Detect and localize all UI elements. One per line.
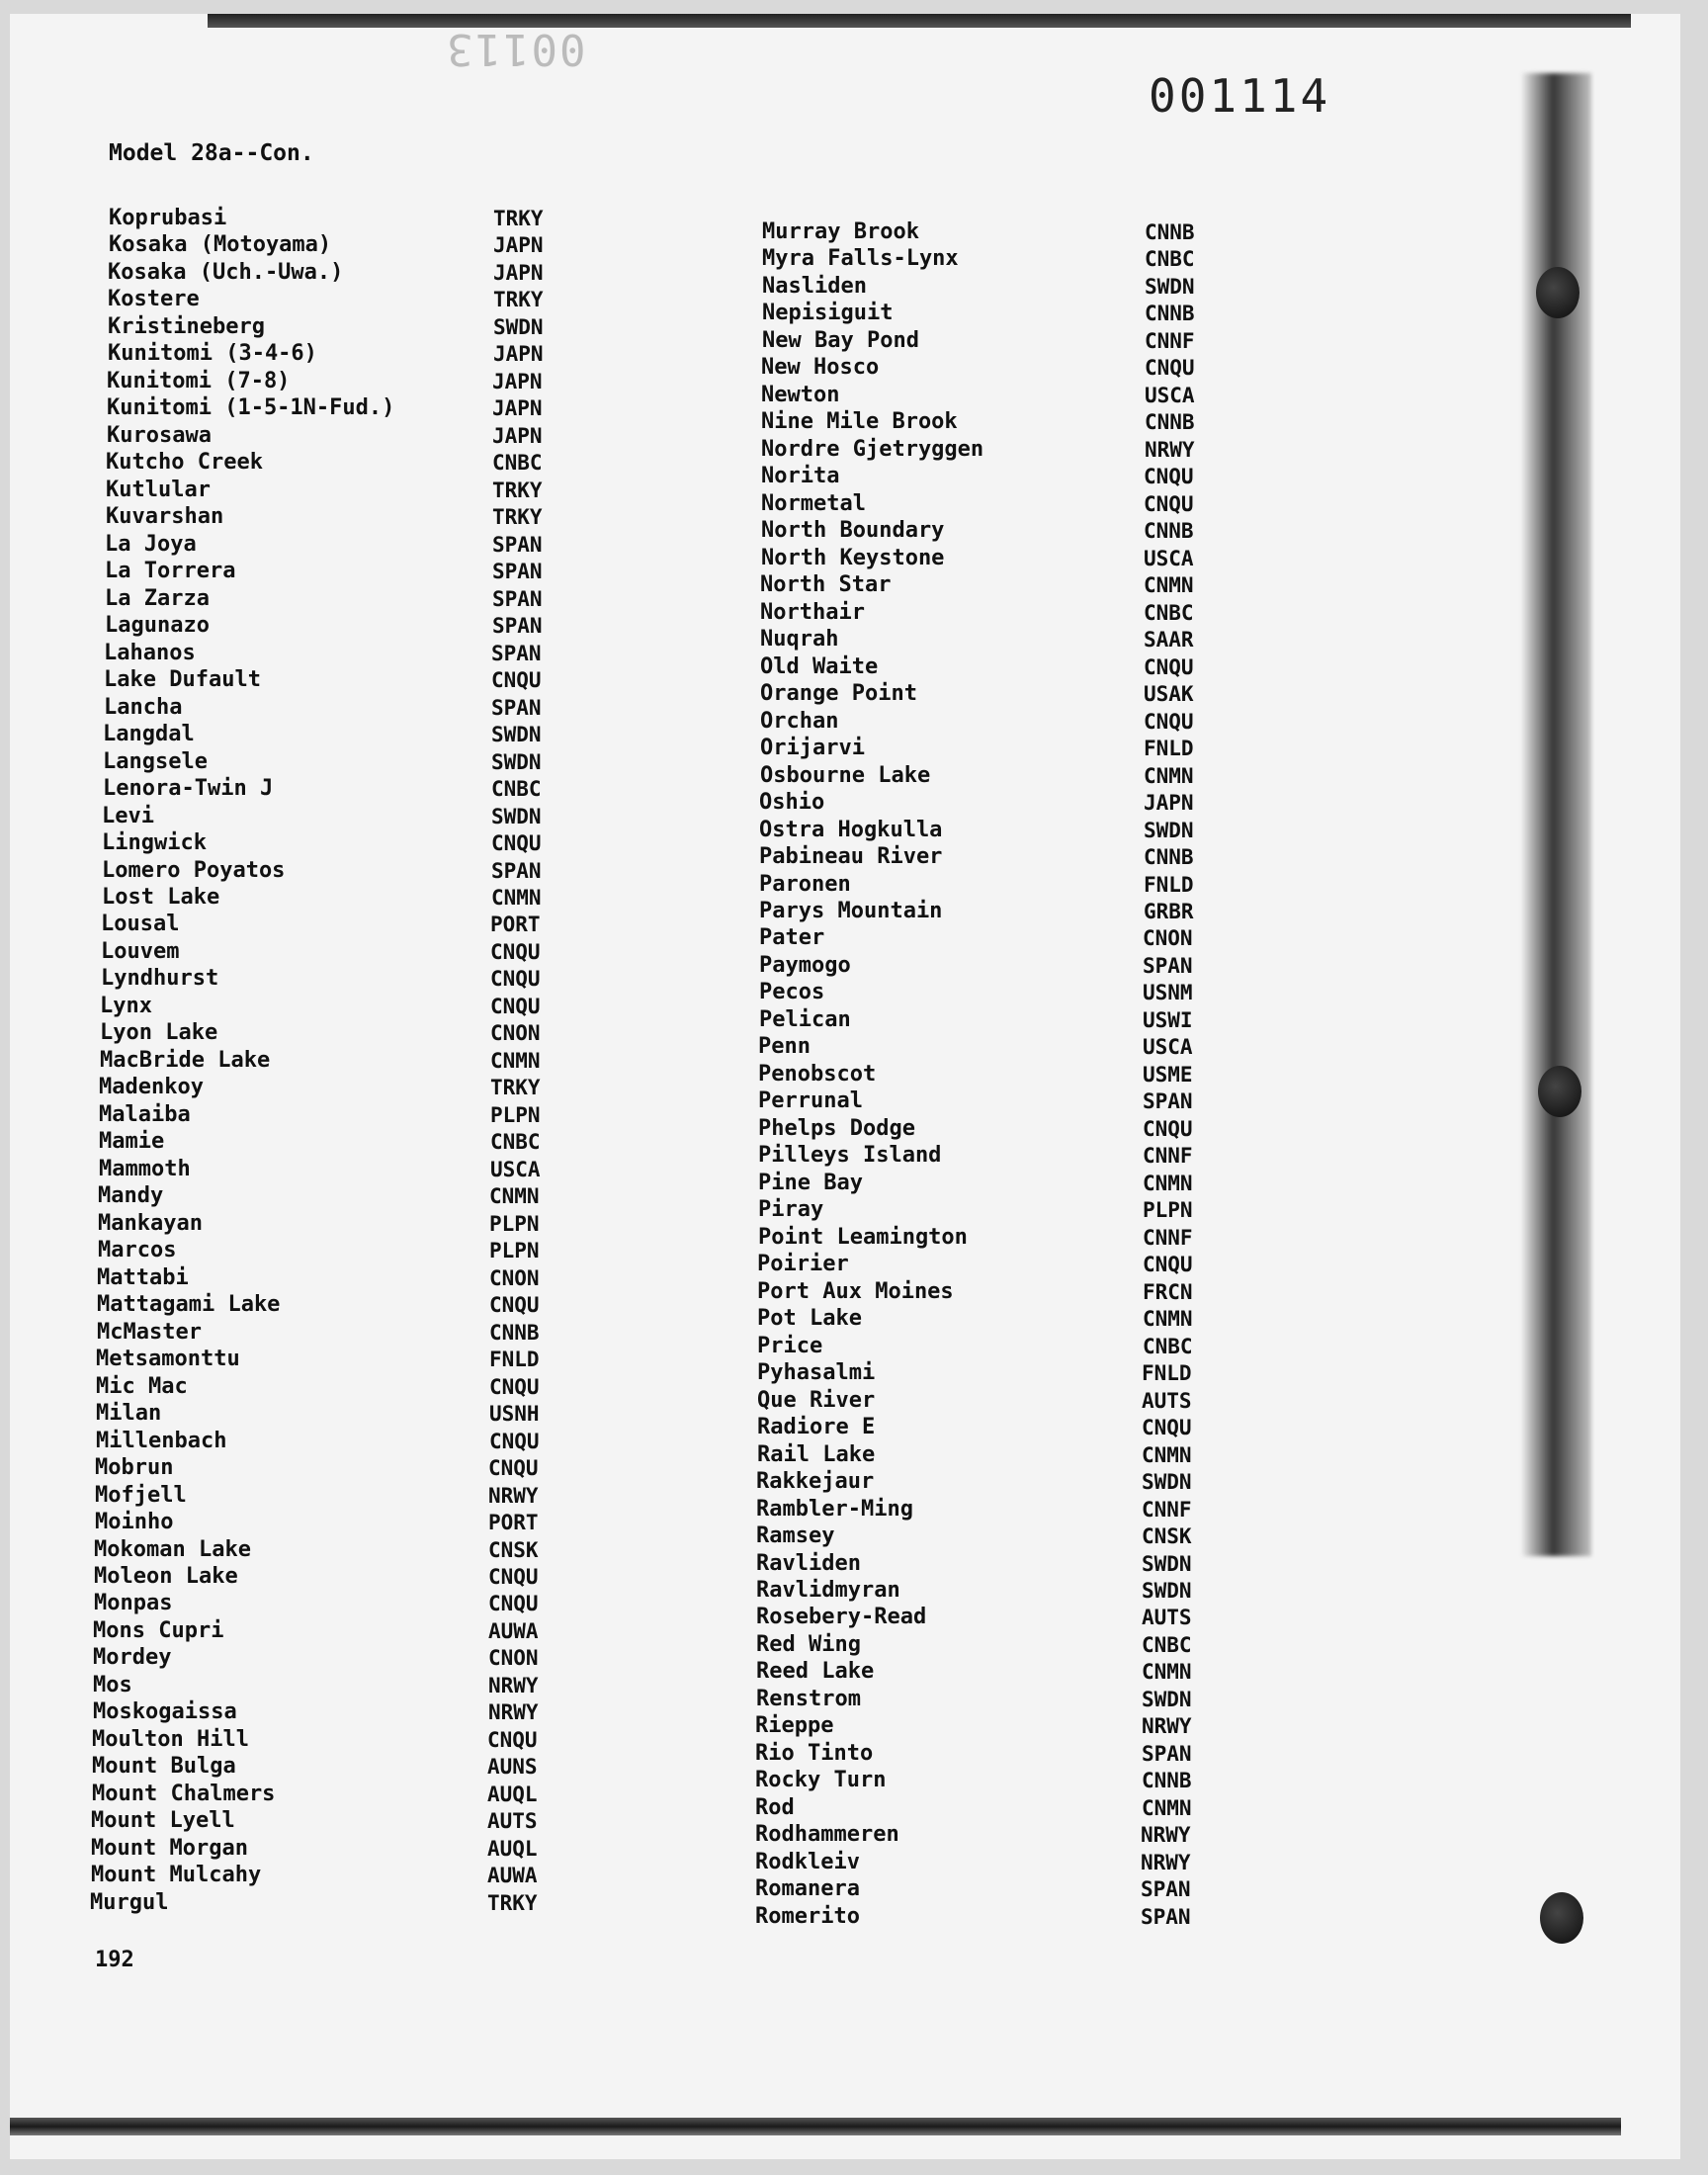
entry-country-code: USCA [490, 1158, 541, 1181]
entry-country-code: CNMN [489, 1184, 540, 1208]
entry-country-code: CNBC [492, 451, 543, 475]
entry-country-code: SWDN [1142, 1688, 1192, 1711]
entry-country-code: CNQU [489, 1375, 540, 1399]
entry-name: Langdal [103, 722, 195, 746]
entry-country-code: JAPN [492, 370, 543, 393]
entry-name: Northair [760, 600, 865, 625]
entry-name: Nasliden [762, 274, 867, 299]
entry-name: Mic Mac [96, 1374, 188, 1399]
entry-country-code: PORT [488, 1511, 539, 1534]
entry-country-code: CNNF [1145, 329, 1195, 353]
entry-country-code: CNBC [1144, 601, 1194, 625]
entry-name: Ramsey [756, 1523, 835, 1548]
entry-name: Ostra Hogkulla [759, 818, 943, 842]
entry-name: Mofjell [95, 1483, 187, 1508]
entry-country-code: CNNF [1142, 1498, 1192, 1522]
entry-name: Ravliden [756, 1551, 861, 1576]
entry-country-code: GRBR [1144, 900, 1194, 923]
entry-country-code: CNNB [489, 1321, 540, 1345]
entry-country-code: CNMN [1144, 764, 1194, 788]
entry-country-code: SPAN [1143, 1089, 1193, 1113]
bleed-through-stamp: 00113 [445, 24, 586, 74]
entry-name: Rosebery-Read [756, 1605, 927, 1629]
entry-country-code: USCA [1143, 1035, 1193, 1059]
entry-country-code: CNQU [489, 1293, 540, 1317]
entry-country-code: CNSK [488, 1538, 539, 1562]
entry-name: Rio Tinto [755, 1741, 874, 1766]
entry-name: Nordre Gjetryggen [761, 437, 984, 462]
entry-name: Nepisiguit [762, 301, 894, 325]
entry-name: Murray Brook [762, 219, 919, 244]
entry-name: Orijarvi [760, 736, 865, 760]
entry-name: Kosaka (Uch.-Uwa.) [108, 260, 344, 285]
entry-name: Romerito [755, 1904, 860, 1929]
entry-name: Ravlidmyran [756, 1578, 900, 1603]
entry-country-code: JAPN [493, 342, 544, 366]
entry-country-code: SWDN [493, 315, 544, 339]
entry-country-code: AUQL [487, 1837, 538, 1861]
entry-country-code: FNLD [1144, 737, 1194, 760]
entry-name: Kunitomi (3-4-6) [108, 341, 317, 366]
entry-country-code: JAPN [493, 261, 544, 285]
entry-country-code: AUTS [487, 1809, 538, 1833]
entry-name: Lynx [100, 994, 152, 1018]
binder-hole-bottom [1540, 1892, 1583, 1944]
entry-name: Pelican [759, 1007, 851, 1032]
entry-country-code: SWDN [491, 750, 542, 774]
entry-country-code: CNBC [491, 777, 542, 801]
entry-name: Pot Lake [757, 1306, 862, 1331]
entry-country-code: CNBC [1142, 1633, 1192, 1657]
entry-country-code: CNON [489, 1266, 540, 1290]
entry-name: Kurosawa [107, 423, 212, 448]
entry-name: Rocky Turn [755, 1768, 887, 1792]
entry-name: Lagunazo [105, 613, 210, 638]
entry-country-code: CNQU [491, 831, 542, 855]
entry-name: Osbourne Lake [760, 763, 931, 788]
entry-country-code: FRCN [1143, 1280, 1193, 1304]
scan-edge-bottom [10, 2118, 1621, 2135]
entry-name: Lenora-Twin J [103, 776, 274, 801]
scan-edge-top [208, 14, 1631, 28]
entry-name: Nine Mile Brook [761, 409, 958, 434]
entry-country-code: CNMN [1143, 1307, 1193, 1331]
entry-country-code: SPAN [492, 560, 543, 583]
entry-name: Moulton Hill [92, 1727, 249, 1752]
entry-country-code: NRWY [1141, 1823, 1191, 1847]
entry-name: Paronen [759, 872, 851, 897]
entry-country-code: SWDN [1145, 275, 1195, 299]
entry-country-code: CNMN [1143, 1172, 1193, 1195]
entry-name: Kuvarshan [106, 504, 224, 529]
entry-name: Mankayan [98, 1211, 203, 1236]
entry-country-code: SPAN [492, 587, 543, 611]
entry-country-code: CNQU [487, 1728, 538, 1752]
entry-country-code: SPAN [491, 642, 542, 665]
entry-country-code: AUWA [488, 1619, 539, 1643]
entry-name: New Hosco [761, 355, 880, 380]
entry-country-code: CNON [1143, 926, 1193, 950]
entry-country-code: NRWY [1142, 1714, 1192, 1738]
entry-name: North Star [760, 572, 892, 597]
entry-name: Murgul [90, 1890, 169, 1915]
entry-name: Paymogo [759, 953, 851, 978]
entry-name: Rod [755, 1795, 795, 1820]
entry-country-code: SAAR [1144, 628, 1194, 652]
entry-country-code: AUNS [487, 1755, 538, 1779]
entry-name: Lomero Poyatos [102, 858, 286, 883]
entry-name: Radiore E [757, 1415, 876, 1439]
entry-country-code: NRWY [488, 1484, 539, 1508]
entry-country-code: CNNF [1143, 1226, 1193, 1250]
entry-name: Mandy [98, 1183, 164, 1208]
entry-name: Phelps Dodge [758, 1116, 915, 1141]
entry-country-code: CNQU [1145, 356, 1195, 380]
entry-country-code: SPAN [492, 533, 543, 557]
entry-country-code: CNQU [490, 940, 541, 964]
entry-country-code: SWDN [1142, 1470, 1192, 1494]
entry-country-code: CNON [488, 1646, 539, 1670]
entry-name: Kutlular [106, 478, 211, 502]
entry-name: Lyndhurst [101, 966, 219, 991]
entry-name: Orange Point [760, 681, 917, 706]
entry-country-code: TRKY [493, 207, 544, 230]
entry-country-code: CNQU [1143, 1253, 1193, 1276]
entry-country-code: CNMN [491, 886, 542, 910]
entry-country-code: CNNB [1144, 845, 1194, 869]
entry-name: Moskogaissa [93, 1699, 237, 1724]
entry-name: Mamie [99, 1129, 165, 1154]
entry-country-code: FNLD [489, 1348, 540, 1371]
binder-hole-middle [1538, 1066, 1581, 1117]
entry-name: Malaiba [99, 1102, 191, 1127]
entry-country-code: CNMN [1142, 1660, 1192, 1684]
entry-name: Mobrun [95, 1455, 174, 1480]
entry-country-code: NRWY [1145, 438, 1195, 462]
entry-name: Mount Mulcahy [91, 1863, 262, 1887]
entry-name: Marcos [98, 1238, 177, 1262]
entry-country-code: PLPN [1143, 1198, 1193, 1222]
entry-country-code: USNH [489, 1402, 540, 1426]
entry-country-code: SPAN [492, 614, 543, 638]
entry-name: Pater [759, 925, 825, 950]
entry-country-code: JAPN [1144, 791, 1194, 815]
entry-country-code: CNNB [1145, 302, 1195, 325]
entry-name: Parys Mountain [759, 899, 943, 923]
entry-name: Mammoth [99, 1157, 191, 1181]
entry-name: Normetal [761, 491, 866, 516]
document-number-stamp: 001114 [1149, 69, 1331, 123]
entry-name: Kosaka (Motoyama) [109, 232, 332, 257]
entry-name: Mount Bulga [92, 1754, 236, 1779]
entry-name: Point Leamington [758, 1225, 968, 1250]
entry-country-code: TRKY [493, 288, 544, 311]
entry-name: McMaster [97, 1320, 202, 1345]
entry-name: Rambler-Ming [756, 1497, 913, 1522]
entry-name: Mos [93, 1673, 132, 1697]
entry-country-code: CNMN [1142, 1443, 1192, 1467]
entry-name: Pabineau River [759, 844, 943, 869]
entry-country-code: CNMN [1142, 1796, 1192, 1820]
entry-country-code: PLPN [489, 1239, 540, 1262]
entry-country-code: USME [1143, 1063, 1193, 1087]
entry-country-code: JAPN [493, 233, 544, 257]
entry-name: Kunitomi (7-8) [107, 369, 291, 393]
entry-country-code: CNQU [1144, 465, 1194, 488]
entry-name: Rail Lake [757, 1442, 876, 1467]
entry-country-code: SPAN [1142, 1742, 1192, 1766]
entry-country-code: AUTS [1142, 1389, 1192, 1413]
document-page [10, 14, 1680, 2159]
entry-country-code: CNSK [1142, 1524, 1192, 1548]
entry-name: Que River [757, 1388, 876, 1413]
entry-country-code: CNNB [1145, 220, 1195, 244]
entry-country-code: CNQU [488, 1565, 539, 1589]
entry-name: Kristineberg [108, 314, 265, 339]
entry-name: Lost Lake [102, 885, 220, 910]
entry-country-code: SPAN [1143, 954, 1193, 978]
entry-country-code: USCA [1144, 547, 1194, 570]
entry-country-code: AUQL [487, 1783, 538, 1806]
entry-country-code: PLPN [490, 1103, 541, 1127]
entry-name: Rakkejaur [756, 1469, 875, 1494]
entry-country-code: TRKY [492, 478, 543, 502]
entry-country-code: CNQU [1144, 710, 1194, 734]
entry-name: North Boundary [761, 518, 945, 543]
entry-name: Orchan [760, 709, 839, 734]
entry-name: North Keystone [761, 546, 945, 570]
entry-name: Lahanos [104, 641, 196, 665]
entry-country-code: PLPN [489, 1212, 540, 1236]
entry-name: Pyhasalmi [757, 1360, 876, 1385]
entry-name: MacBride Lake [100, 1048, 271, 1073]
entry-country-code: CNQU [490, 967, 541, 991]
entry-name: Old Waite [760, 654, 879, 679]
entry-name: Pilleys Island [758, 1143, 942, 1168]
page-heading: Model 28a--Con. [109, 140, 314, 166]
entry-country-code: CNON [490, 1021, 541, 1045]
entry-country-code: SWDN [1142, 1579, 1192, 1603]
entry-name: Pecos [759, 980, 825, 1004]
entry-name: Price [757, 1334, 823, 1358]
entry-country-code: CNNB [1145, 410, 1195, 434]
entry-name: La Zarza [105, 586, 210, 611]
entry-country-code: CNQU [491, 668, 542, 692]
entry-name: Moinho [95, 1510, 174, 1534]
entry-country-code: CNQU [488, 1456, 539, 1480]
entry-name: Lingwick [102, 830, 207, 855]
entry-name: Rodkleiv [755, 1850, 860, 1874]
entry-name: Lyon Lake [100, 1020, 218, 1045]
entry-name: Perrunal [758, 1088, 863, 1113]
entry-name: Mattabi [97, 1265, 189, 1290]
entry-country-code: AUTS [1142, 1606, 1192, 1629]
entry-name: Levi [102, 804, 154, 828]
entry-name: Pine Bay [758, 1171, 863, 1195]
entry-country-code: SPAN [491, 696, 542, 720]
entry-country-code: CNNB [1142, 1769, 1192, 1792]
entry-country-code: CNMN [1144, 573, 1194, 597]
entry-name: Norita [761, 464, 840, 488]
entry-country-code: TRKY [492, 505, 543, 529]
entry-name: Madenkoy [99, 1075, 204, 1099]
entry-name: Langsele [103, 749, 208, 774]
entry-country-code: USCA [1145, 384, 1195, 407]
entry-name: Mount Chalmers [92, 1782, 276, 1806]
entry-name: Kunitomi (1-5-1N-Fud.) [107, 395, 395, 420]
entry-name: Mattagami Lake [97, 1292, 281, 1317]
entry-country-code: USAK [1144, 682, 1194, 706]
entry-country-code: CNBC [1143, 1335, 1193, 1358]
entry-name: Rieppe [755, 1713, 834, 1738]
entry-country-code: JAPN [492, 396, 543, 420]
entry-name: Rodhammeren [755, 1822, 899, 1847]
entry-name: Poirier [757, 1252, 849, 1276]
entry-country-code: CNQU [1144, 655, 1194, 679]
entry-country-code: USNM [1143, 981, 1193, 1004]
entry-name: Oshio [759, 790, 825, 815]
entry-name: Reed Lake [756, 1659, 875, 1684]
entry-name: Lake Dufault [104, 667, 261, 692]
entry-country-code: SWDN [491, 805, 542, 828]
entry-name: Mount Lyell [91, 1808, 235, 1833]
binder-hole-top [1536, 267, 1580, 318]
entry-name: Louvem [101, 939, 180, 964]
entry-name: Metsamonttu [96, 1347, 240, 1371]
entry-country-code: CNMN [490, 1049, 541, 1073]
entry-country-code: TRKY [490, 1076, 541, 1099]
entry-name: Nuqrah [760, 627, 839, 652]
entry-country-code: AUWA [487, 1864, 538, 1887]
entry-country-code: FNLD [1142, 1361, 1192, 1385]
entry-name: Milan [96, 1401, 162, 1426]
page-number: 192 [95, 1948, 134, 1972]
entry-name: Mokoman Lake [94, 1537, 251, 1562]
entry-country-code: SWDN [1144, 819, 1194, 842]
entry-name: Newton [761, 383, 840, 407]
entry-name: Lancha [104, 695, 183, 720]
entry-name: Mordey [93, 1645, 172, 1670]
entry-country-code: CNQU [489, 1430, 540, 1453]
entry-country-code: SPAN [1141, 1905, 1191, 1929]
entry-country-code: CNNB [1144, 519, 1194, 543]
entry-country-code: JAPN [492, 424, 543, 448]
entry-country-code: SPAN [491, 859, 542, 883]
entry-name: Renstrom [756, 1687, 861, 1711]
entry-country-code: CNQU [490, 995, 541, 1018]
entry-country-code: CNQU [488, 1592, 539, 1615]
entry-country-code: NRWY [488, 1700, 539, 1724]
entry-name: Mount Morgan [91, 1836, 248, 1861]
entry-name: Mons Cupri [93, 1618, 224, 1643]
entry-country-code: FNLD [1144, 873, 1194, 897]
entry-name: Koprubasi [109, 206, 227, 230]
entry-country-code: CNBC [1145, 247, 1195, 271]
entry-country-code: SPAN [1141, 1877, 1191, 1901]
entry-country-code: TRKY [487, 1891, 538, 1915]
entry-country-code: NRWY [1141, 1851, 1191, 1874]
entry-name: Kutcho Creek [106, 450, 263, 475]
entry-name: Penobscot [758, 1062, 877, 1087]
entry-name: Kostere [108, 287, 200, 311]
entry-name: Red Wing [756, 1632, 861, 1657]
entry-country-code: SWDN [1142, 1552, 1192, 1576]
entry-name: Moleon Lake [94, 1564, 238, 1589]
entry-name: La Joya [105, 532, 197, 557]
entry-country-code: CNNF [1143, 1144, 1193, 1168]
entry-name: Piray [758, 1197, 824, 1222]
entry-country-code: USWI [1143, 1008, 1193, 1032]
entry-name: Port Aux Moines [757, 1279, 954, 1304]
entry-name: Myra Falls-Lynx [762, 246, 959, 271]
entry-name: Romanera [755, 1876, 860, 1901]
entry-name: Penn [758, 1034, 811, 1059]
entry-name: Monpas [94, 1591, 173, 1615]
entry-name: Millenbach [96, 1429, 227, 1453]
entry-country-code: PORT [490, 913, 541, 936]
entry-name: Lousal [101, 912, 180, 936]
entry-country-code: CNQU [1144, 492, 1194, 516]
entry-country-code: SWDN [491, 723, 542, 746]
entry-name: La Torrera [105, 559, 236, 583]
entry-country-code: NRWY [488, 1674, 539, 1697]
entry-country-code: CNQU [1142, 1416, 1192, 1439]
entry-country-code: CNBC [490, 1130, 541, 1154]
entry-country-code: CNQU [1143, 1117, 1193, 1141]
entry-name: New Bay Pond [762, 328, 919, 353]
